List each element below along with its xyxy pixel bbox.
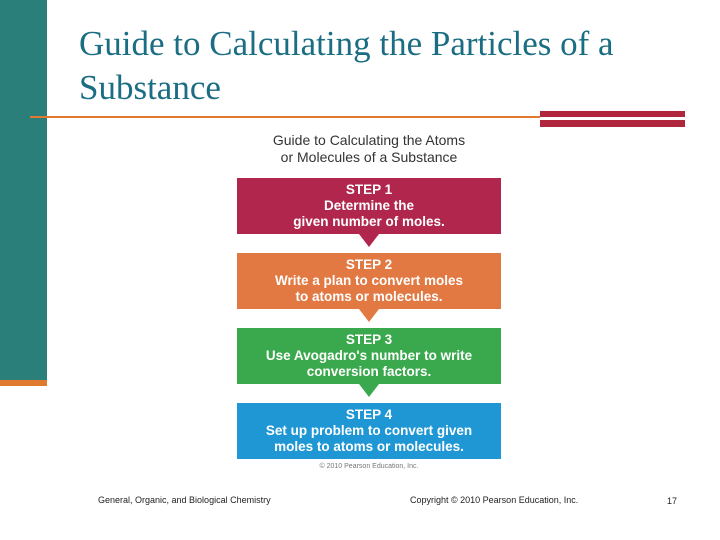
- step-3-arrow-icon: [359, 384, 379, 397]
- footer-copyright: Copyright © 2010 Pearson Education, Inc.: [410, 495, 579, 505]
- step-4-label: STEP 4: [345, 407, 393, 422]
- step-3-box: [237, 328, 501, 384]
- step-3-text-line-1: Use Avogadro's number to write: [265, 348, 473, 363]
- step-4-text-line-2: moles to atoms or molecules.: [274, 439, 464, 454]
- figure-title-line-2: or Molecules of a Substance: [280, 149, 458, 165]
- step-2-label: STEP 2: [345, 257, 393, 272]
- step-3-text-line-2: conversion factors.: [306, 364, 432, 379]
- step-3-label: STEP 3: [345, 332, 393, 347]
- figure-credit: © 2010 Pearson Education, Inc.: [319, 463, 419, 470]
- step-4-text-line-1: Set up problem to convert given: [265, 423, 473, 438]
- figure-title-line-1: Guide to Calculating the Atoms: [272, 132, 466, 148]
- title-divider: [30, 116, 544, 118]
- step-1-box: [237, 178, 501, 234]
- page-number: 17: [667, 496, 678, 506]
- step-4-box: [237, 403, 501, 459]
- step-1-arrow-icon: [359, 234, 379, 247]
- step-1-text-line-2: given number of moles.: [293, 214, 445, 229]
- divider-accent-line: [540, 117, 685, 120]
- sidebar-accent: [0, 380, 47, 386]
- figure-title: [237, 132, 501, 166]
- step-1-label: STEP 1: [345, 182, 393, 197]
- step-2-text-line-1: Write a plan to convert moles: [274, 273, 464, 288]
- step-1-text-line-1: Determine the: [323, 198, 415, 213]
- sidebar-bar: [0, 0, 47, 386]
- footer-course: General, Organic, and Biological Chemistry: [98, 495, 271, 505]
- slide-title: Guide to Calculating the Particles of a Substance: [79, 24, 614, 107]
- step-2-arrow-icon: [359, 309, 379, 322]
- step-2-box: [237, 253, 501, 309]
- step-2-text-line-2: to atoms or molecules.: [295, 289, 443, 304]
